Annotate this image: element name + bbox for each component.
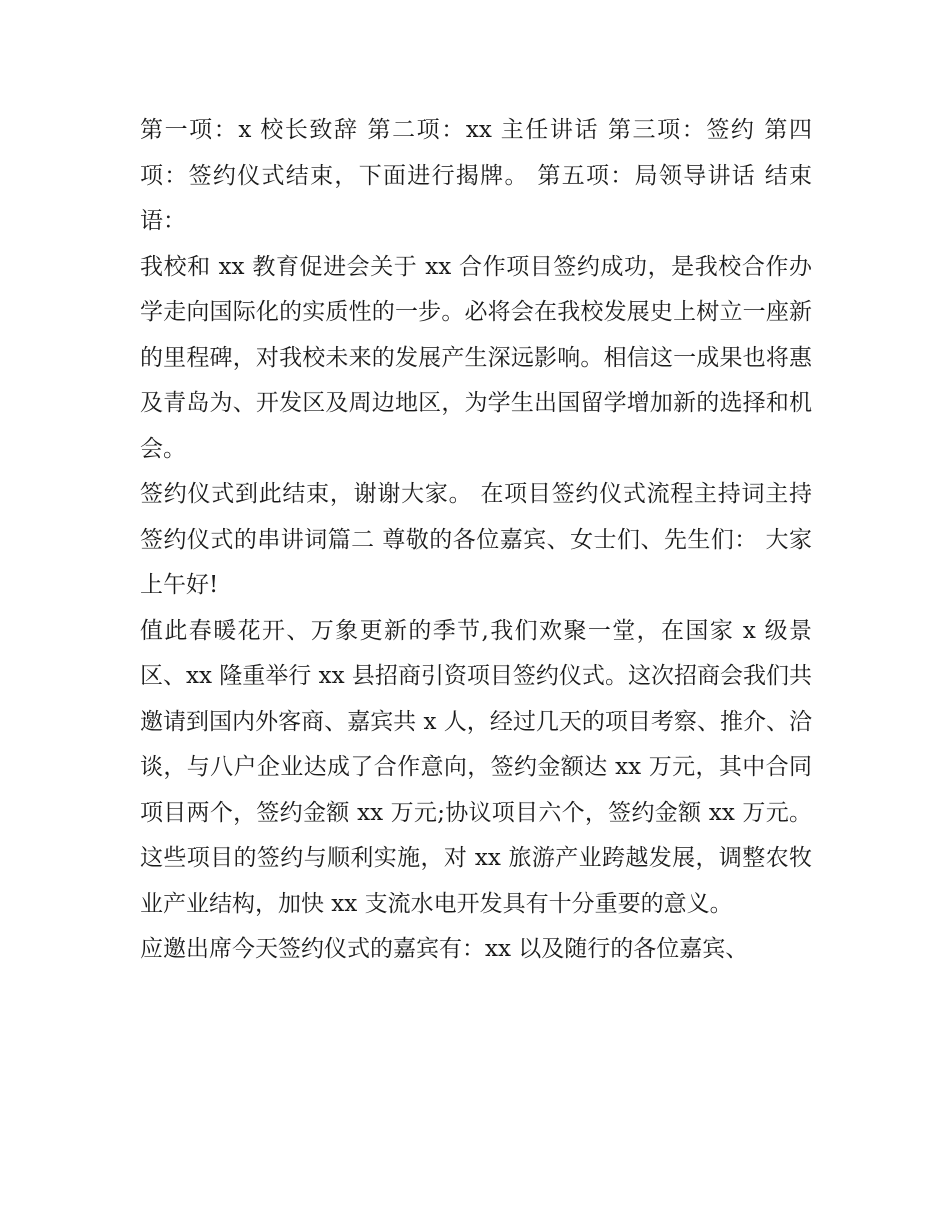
paragraph-school-signing: 我校和 xx 教育促进会关于 xx 合作项目签约成功，是我校合作办学走向国际化的实质性的一步。必将会在我校发展史上树立一座新的里程碑，对我校未来的发展产生深远影响。相信这一成果也将惠及青岛为、开发区及周边地区，为学生出国留学增加新的选择和机会。 (140, 253, 812, 462)
paragraph-investment-signing: 值此春暖花开、万象更新的季节,我们欢聚一堂，在国家 x 级景区、xx 隆重举行 xx 县招商引资项目签约仪式。这次招商会我们共邀请到国内外客商、嘉宾共 x 人，经过几天的项目考察、推介、洽谈，与八户企业达成了合作意向，签约金额达 xx 万元，其中合同项目两个，签约金额 xx 万元;协议项目六个，签约金额 xx 万元。这些项目的签约与顺利实施，对 xx 旅游产业跨越发展，调整农牧业产业结构，加快 xx 支流水电开发具有十分重要的意义。 (140, 617, 812, 917)
paragraph-guests: 应邀出席今天签约仪式的嘉宾有：xx 以及随行的各位嘉宾、 (140, 936, 749, 962)
paragraph-closing-and-greeting: 签约仪式到此结束，谢谢大家。 在项目签约仪式流程主持词主持签约仪式的串讲词篇二 尊敬的各位嘉宾、女士们、先生们： 大家上午好! (140, 481, 812, 598)
paragraph-agenda: 第一项：x 校长致辞 第二项：xx 主任讲话 第三项：签约 第四项：签约仪式结束，下面进行揭牌。 第五项：局领导讲话 结束语： (140, 117, 812, 234)
document-page (140, 108, 812, 973)
